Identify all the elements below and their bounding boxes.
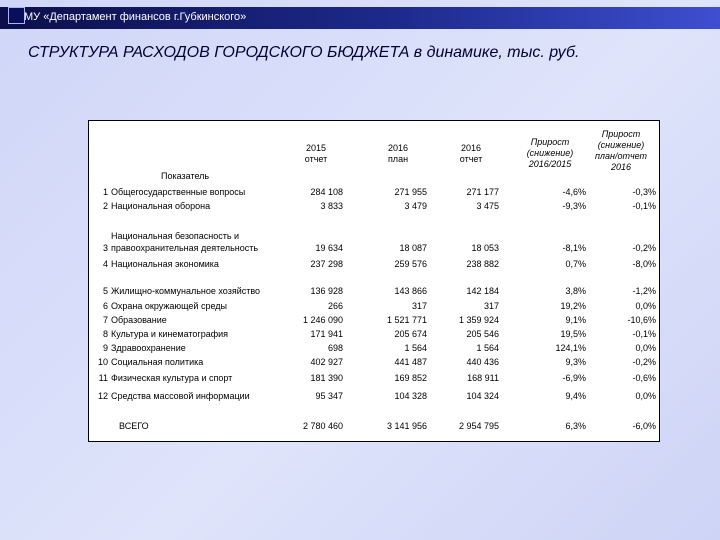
row-number: 8 <box>102 329 108 339</box>
header-bar <box>0 7 720 29</box>
cell-2016-report: 317 <box>483 301 499 311</box>
cell-2015-report: 3 833 <box>320 201 343 211</box>
cell-2015-report: 95 347 <box>315 391 343 401</box>
total-label: ВСЕГО <box>119 421 149 431</box>
cell-2015-report: 181 390 <box>310 373 343 383</box>
total-2016-plan: 3 141 956 <box>386 421 427 431</box>
cell-2016-plan: 18 087 <box>399 243 427 253</box>
row-number: 2 <box>102 201 108 211</box>
cell-2015-report: 1 246 090 <box>302 315 343 325</box>
slide-title: СТРУКТУРА РАСХОДОВ ГОРОДСКОГО БЮДЖЕТА в динамике, тыс. руб. <box>28 44 580 61</box>
cell-growth-2016-2015: 9,4% <box>565 391 586 401</box>
cell-growth-plan-report: -0,2% <box>632 243 656 253</box>
row-number: 7 <box>102 315 108 325</box>
row-name: Физическая культура и спорт <box>111 373 233 383</box>
total-2015-report: 2 780 460 <box>302 421 343 431</box>
cell-2015-report: 237 298 <box>310 259 343 269</box>
indicator-header: Показатель <box>161 171 210 181</box>
cell-2015-report: 19 634 <box>315 243 343 253</box>
cell-growth-plan-report: -0,3% <box>632 187 656 197</box>
row-name-line2: правоохранительная деятельность <box>111 243 259 253</box>
cell-2015-report: 284 108 <box>310 187 343 197</box>
row-name-line1: Национальная безопасность и <box>111 231 240 241</box>
header-square-icon <box>8 7 25 24</box>
row-name: Национальная оборона <box>111 201 211 211</box>
cell-2016-report: 168 911 <box>467 373 499 383</box>
cell-growth-2016-2015: 19,5% <box>560 329 586 339</box>
cell-2016-report: 1 359 924 <box>458 315 499 325</box>
row-number: 12 <box>97 391 108 401</box>
row-number: 9 <box>102 343 108 353</box>
col-header-growthplan-line2: (снижение) <box>597 140 645 150</box>
row-number: 3 <box>102 243 108 253</box>
cell-growth-2016-2015: 124,1% <box>555 343 586 353</box>
cell-2015-report: 402 927 <box>310 357 343 367</box>
col-header-growth-line3: 2016/2015 <box>528 159 572 169</box>
cell-2016-report: 238 882 <box>466 259 499 269</box>
cell-growth-2016-2015: 9,1% <box>565 315 586 325</box>
row-number: 11 <box>98 373 108 383</box>
cell-2016-plan: 441 487 <box>394 357 427 367</box>
cell-growth-plan-report: -0,1% <box>632 201 656 211</box>
cell-2016-plan: 104 328 <box>394 391 427 401</box>
row-name: Национальная экономика <box>111 259 219 269</box>
cell-2016-report: 142 184 <box>466 286 499 296</box>
cell-growth-2016-2015: -8,1% <box>562 243 586 253</box>
total-2016-report: 2 954 795 <box>458 421 499 431</box>
cell-2016-plan: 143 866 <box>394 286 427 296</box>
organization-name: МУ «Департамент финансов г.Губкинского» <box>24 11 247 23</box>
row-name: Социальная политика <box>111 357 204 367</box>
col-header-growth-line1: Прирост <box>530 137 570 147</box>
row-number: 1 <box>102 187 108 197</box>
cell-growth-plan-report: -1,2% <box>632 286 656 296</box>
cell-2016-report: 440 436 <box>466 357 499 367</box>
row-name: Средства массовой информации <box>111 391 250 401</box>
row-name: Охрана окружающей среды <box>111 301 227 311</box>
row-number: 5 <box>102 286 108 296</box>
budget-table <box>88 120 660 442</box>
cell-growth-2016-2015: 0,7% <box>565 259 586 269</box>
col-header-2015-year: 2015 <box>305 143 327 153</box>
cell-2016-plan: 1 521 771 <box>386 315 427 325</box>
row-name: Образование <box>111 315 167 325</box>
cell-2016-plan: 169 852 <box>394 373 427 383</box>
col-header-growthplan-line4: 2016 <box>610 162 632 172</box>
cell-growth-2016-2015: -9,3% <box>562 201 586 211</box>
cell-growth-plan-report: -0,1% <box>632 329 656 339</box>
cell-2016-report: 3 475 <box>476 201 499 211</box>
total-growth-2016-2015: 6,3% <box>565 421 586 431</box>
cell-2016-report: 271 177 <box>466 187 499 197</box>
col-header-2015-type: отчет <box>304 154 328 164</box>
row-name: Культура и кинематография <box>111 329 229 339</box>
cell-2015-report: 171 941 <box>310 329 343 339</box>
cell-2015-report: 266 <box>327 301 343 311</box>
row-name: Общегосударственные вопросы <box>111 187 246 197</box>
row-number: 6 <box>102 301 108 311</box>
cell-growth-2016-2015: 3,8% <box>565 286 586 296</box>
col-header-2016rep-year: 2016 <box>460 143 482 153</box>
row-number: 10 <box>97 357 108 367</box>
cell-growth-plan-report: -10,6% <box>627 315 656 325</box>
row-name: Жилищно-коммунальное хозяйство <box>111 286 261 296</box>
cell-2016-plan: 3 479 <box>404 201 427 211</box>
cell-growth-plan-report: -0,2% <box>632 357 656 367</box>
cell-2016-report: 205 546 <box>466 329 499 339</box>
cell-growth-2016-2015: 19,2% <box>560 301 586 311</box>
cell-growth-plan-report: -8,0% <box>632 259 656 269</box>
row-name: Здравоохранение <box>111 343 186 353</box>
cell-growth-2016-2015: -6,9% <box>562 373 586 383</box>
col-header-2016rep-type: отчет <box>459 154 483 164</box>
cell-2016-report: 1 564 <box>476 343 499 353</box>
col-header-growthplan-line3: план/отчет <box>594 151 648 161</box>
cell-2016-plan: 259 576 <box>394 259 427 269</box>
cell-2015-report: 698 <box>327 343 343 353</box>
col-header-2016plan-year: 2016 <box>387 143 409 153</box>
cell-2016-report: 104 324 <box>466 391 499 401</box>
cell-2016-plan: 205 674 <box>394 329 427 339</box>
row-number: 4 <box>102 259 108 269</box>
col-header-growthplan-line1: Прирост <box>601 129 641 139</box>
total-growth-plan-report: -6,0% <box>632 421 656 431</box>
cell-growth-plan-report: 0,0% <box>635 391 656 401</box>
cell-growth-plan-report: 0,0% <box>635 301 656 311</box>
cell-growth-plan-report: 0,0% <box>635 343 656 353</box>
cell-growth-2016-2015: -4,6% <box>562 187 586 197</box>
col-header-growth-line2: (снижение) <box>526 148 574 158</box>
col-header-2016plan-type: план <box>387 154 409 164</box>
cell-2016-plan: 317 <box>411 301 427 311</box>
cell-growth-2016-2015: 9,3% <box>565 357 586 367</box>
cell-2016-report: 18 053 <box>471 243 499 253</box>
cell-2015-report: 136 928 <box>310 286 343 296</box>
cell-2016-plan: 271 955 <box>394 187 427 197</box>
cell-growth-plan-report: -0,6% <box>632 373 656 383</box>
cell-2016-plan: 1 564 <box>404 343 427 353</box>
